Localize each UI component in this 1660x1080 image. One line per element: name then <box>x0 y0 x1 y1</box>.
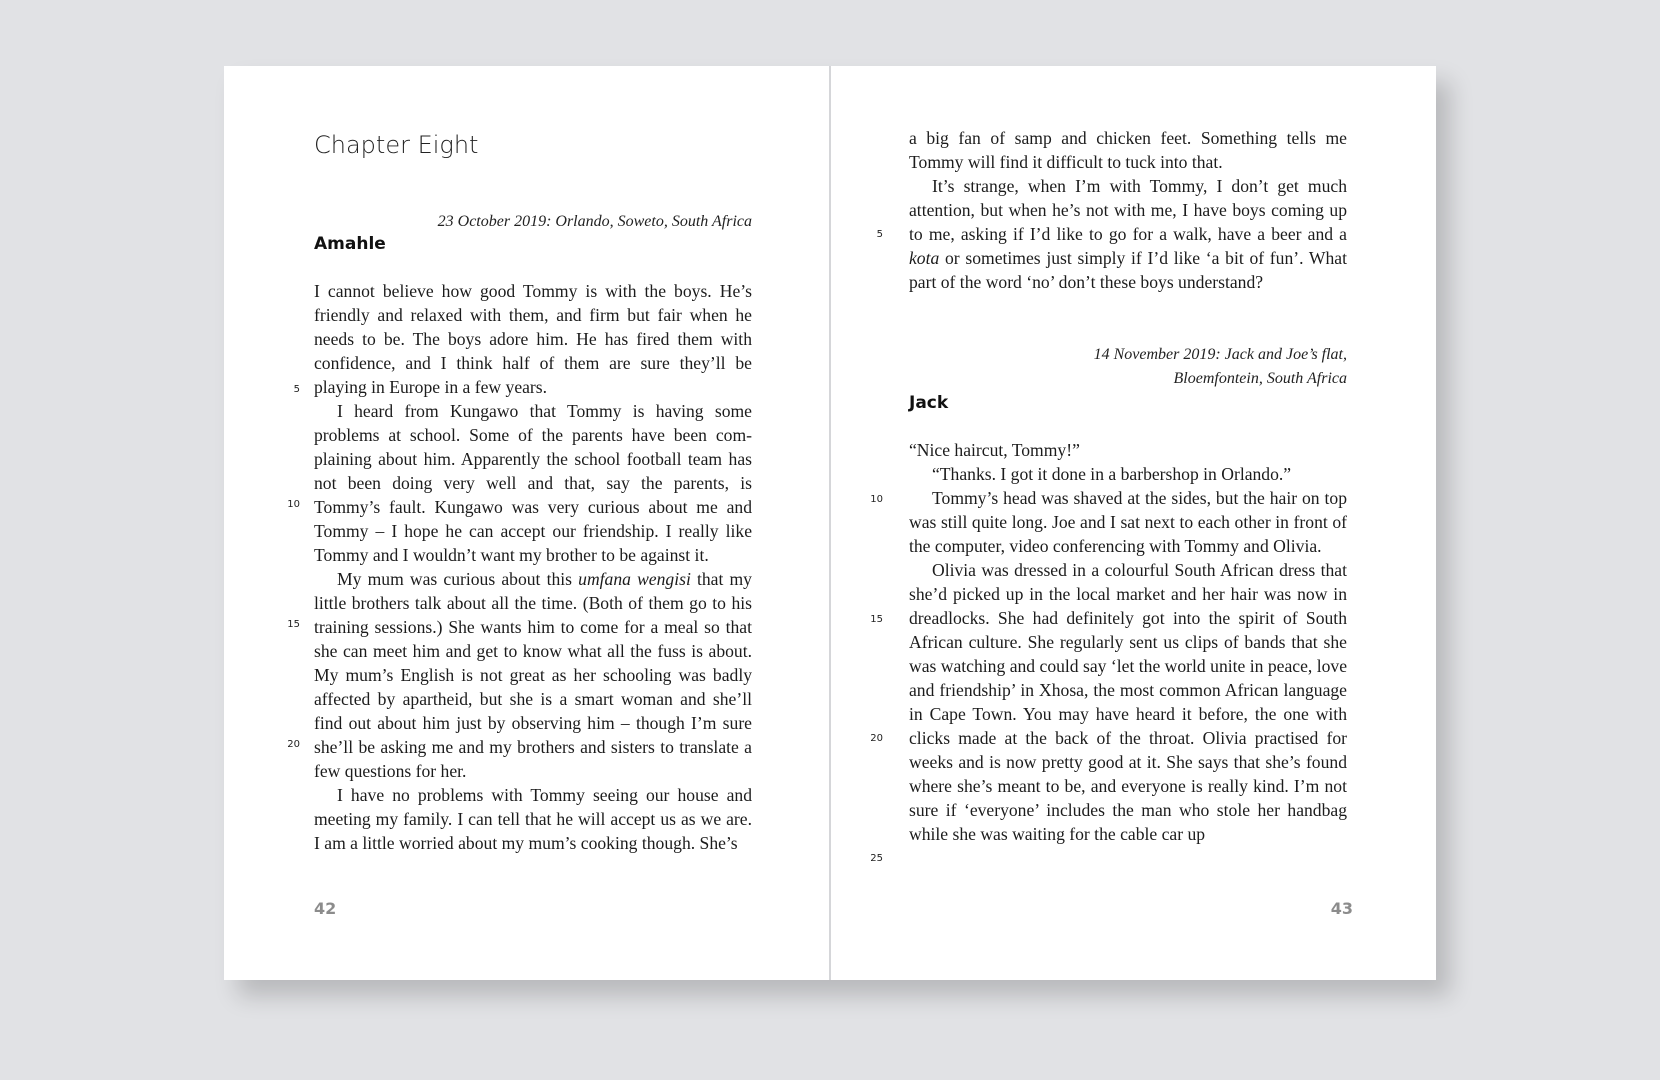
paragraph: I have no problems with Tommy seeing our house and meeting my family. I can tell that he will accept us as we are. I am a little worried about my mum’s cooking though. She’s <box>314 785 752 853</box>
line-number: 10 <box>870 494 883 505</box>
book-spread <box>224 66 1436 980</box>
line-number: 5 <box>293 384 300 395</box>
paragraph: “Nice haircut, Tommy!” <box>909 440 1080 460</box>
body-text <box>314 279 752 855</box>
italic-word: kota <box>909 248 940 268</box>
paragraph: a big fan of samp and chicken feet. Something tells me Tommy will find it difficult to tuck into that. <box>909 128 1347 172</box>
paragraph: I heard from Kungawo that Tommy is having some problems at school. Some of the parents have been complaining about him. Apparently the school football team has not been doing very well and that, say the parents, is Tommy’s fault. Kungawo was very curious about me and Tommy – I hope he can accept our friendship. I really like Tommy and I wouldn’t want my brother to be against it. <box>314 401 752 565</box>
paragraph-text: It’s strange, when I’m with Tommy, I don’t get much attention, but when he’s not with me, I have boys coming up to me, asking if I’d like to go for a walk, have a beer and a <box>909 176 1347 244</box>
line-number: 5 <box>876 229 883 240</box>
dateline-line: Bloemfontein, South Africa <box>1173 370 1347 387</box>
page-number: 42 <box>314 899 337 918</box>
dateline <box>909 343 1347 391</box>
speaker-name: Jack <box>909 393 949 413</box>
dateline-line: 14 November 2019: Jack and Joe’s flat, <box>1093 346 1347 363</box>
paragraph-text: that my little brothers talk about all the time. (Both of them go to his training sessions.) She wants him to come for a meal so that she can meet him and get to know what all the fuss is about. My mum’s English is not great as her schooling was badly affected by apartheid, but she is a smart woman and she’ll find out about him just by observing him – though I’m sure she’ll be asking me and my brothers and sisters to translate a few questions for her. <box>314 569 752 781</box>
line-number: 10 <box>287 499 300 510</box>
paragraph-text: or sometimes just simply if I’d like ‘a bit of fun’. What part of the word ‘no’ don’t these boys understand? <box>909 248 1347 292</box>
paragraph: “Thanks. I got it done in a barbershop in Orlando.” <box>932 464 1292 484</box>
left-page <box>224 66 829 980</box>
line-number: 15 <box>287 619 300 630</box>
chapter-title: Chapter Eight <box>314 131 479 159</box>
paragraph <box>314 567 752 783</box>
body-text <box>909 438 1347 846</box>
paragraph: Tommy’s head was shaved at the sides, but the hair on top was still quite long. Joe and I sat next to each other in front of the computer, video conferencing with Tommy and Olivia. <box>909 488 1347 556</box>
line-number: 15 <box>870 614 883 625</box>
paragraph: I cannot believe how good Tommy is with the boys. He’s friendly and relaxed with them, and firm but fair when he needs to be. The boys adore him. He has fired them with confidence, and I think half of them are sure they’ll be playing in Europe in a few years. <box>314 281 752 397</box>
dateline: 23 October 2019: Orlando, Soweto, South Africa <box>437 213 752 230</box>
italic-phrase: umfana wengisi <box>578 569 691 589</box>
body-text <box>909 126 1347 294</box>
paragraph-text: My mum was curious about this <box>337 569 579 589</box>
page-number: 43 <box>1330 899 1353 918</box>
speaker-name: Amahle <box>314 234 386 254</box>
line-number: 20 <box>870 733 883 744</box>
line-number: 20 <box>287 739 300 750</box>
paragraph: Olivia was dressed in a colourful South African dress that she’d picked up in the local market and her hair was now in dreadlocks. She had definitely got into the spirit of South African culture. She regularly sent us clips of bands that she was watching and could say ‘let the world unite in peace, love and friendship’ in Xhosa, the most common African language in Cape Town. You may have heard it before, the one with clicks made at the back of the throat. Olivia practised for weeks and is now pretty good at it. She says that she’s found where she’s meant to be, and everyone is really kind. I’m not sure if ‘everyone’ includes the man who stole her handbag while she was waiting for the cable car up <box>909 560 1347 844</box>
line-number: 25 <box>870 853 883 864</box>
right-page <box>831 66 1436 980</box>
paragraph <box>909 174 1347 294</box>
